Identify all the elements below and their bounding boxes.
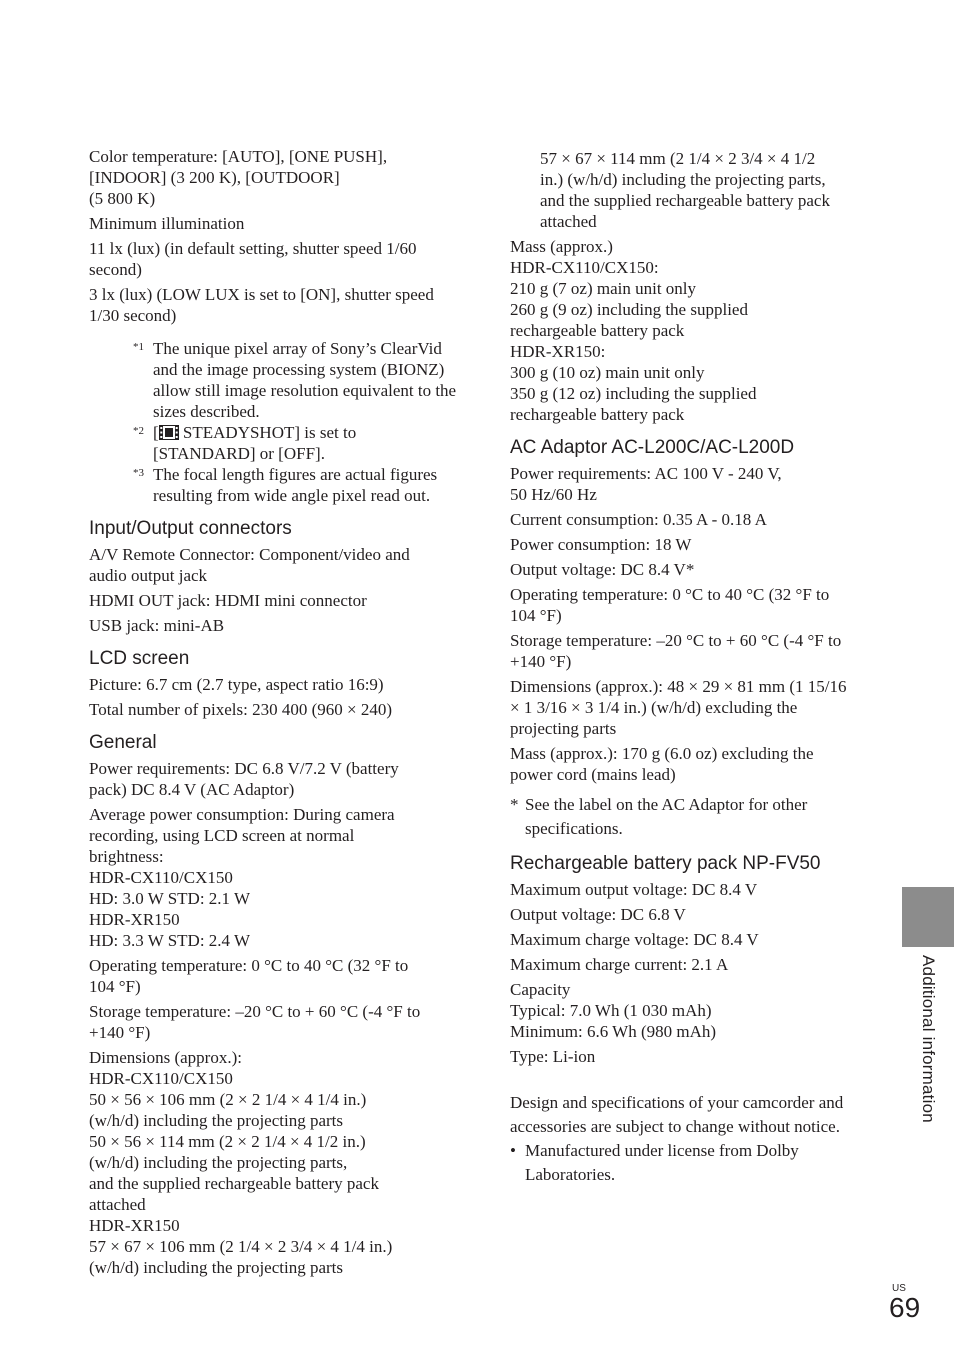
battery-capacity: Capacity Typical: 7.0 Wh (1 030 mAh) Minimum: 6.6 Wh (980 mAh) xyxy=(510,980,717,1041)
hdmi-jack: HDMI OUT jack: HDMI mini connector xyxy=(89,591,367,610)
ac-storage-temperature: Storage temperature: –20 °C to + 60 °C (-4 °F to +140 °F) xyxy=(510,631,842,671)
heading-general: General xyxy=(89,732,157,753)
ac-current: Current consumption: 0.35 A - 0.18 A xyxy=(510,510,767,529)
color-temperature: Color temperature: [AUTO], [ONE PUSH], [INDOOR] (3 200 K), [OUTDOOR] (5 800 K) xyxy=(89,147,388,208)
footnote-3: *3 The focal length figures are actual figures resulting from wide angle pixel read out. xyxy=(133,465,438,505)
dolby-bullet: • Manufactured under license from Dolby Laboratories. xyxy=(510,1141,799,1184)
battery-type: Type: Li-ion xyxy=(510,1047,596,1066)
ac-power-consumption: Power consumption: 18 W xyxy=(510,535,692,554)
ac-dimensions: Dimensions (approx.): 48 × 29 × 81 mm (1 15/16 × 1 3/16 × 3 1/4 in.) (w/h/d) excluding the projecting parts xyxy=(510,677,847,738)
dimensions-continued: 57 × 67 × 114 mm (2 1/4 × 2 3/4 × 4 1/2 in.) (w/h/d) including the projecting parts, and the supplied rechargeable battery pack attached xyxy=(540,149,830,231)
usb-jack: USB jack: mini-AB xyxy=(89,616,225,635)
right-column xyxy=(510,148,878,1187)
battery-max-charge-current: Maximum charge current: 2.1 A xyxy=(510,955,729,974)
ac-output-voltage: Output voltage: DC 8.4 V* xyxy=(510,560,695,579)
lux-3: 3 lx (lux) (LOW LUX is set to [ON], shutter speed 1/30 second) xyxy=(89,285,434,325)
ac-power-requirements: Power requirements: AC 100 V - 240 V, 50 Hz/60 Hz xyxy=(510,464,782,504)
region-code: US xyxy=(892,1283,906,1294)
battery-max-output: Maximum output voltage: DC 8.4 V xyxy=(510,880,758,899)
power-requirements: Power requirements: DC 6.8 V/7.2 V (battery pack) DC 8.4 V (AC Adaptor) xyxy=(89,759,399,799)
heading-battery: Rechargeable battery pack NP-FV50 xyxy=(510,853,821,874)
lux-11: 11 lx (lux) (in default setting, shutter speed 1/60 second) xyxy=(89,239,417,279)
min-illumination: Minimum illumination xyxy=(89,214,245,233)
heading-ac-adaptor: AC Adaptor AC-L200C/AC-L200D xyxy=(510,437,795,458)
ac-operating-temperature: Operating temperature: 0 °C to 40 °C (32 °F to 104 °F) xyxy=(510,585,830,625)
av-remote-connector: A/V Remote Connector: Component/video and audio output jack xyxy=(89,545,410,585)
operating-temperature: Operating temperature: 0 °C to 40 °C (32 °F to 104 °F) xyxy=(89,956,409,996)
design-notice: Design and specifications of your camcorder and accessories are subject to change without notice. xyxy=(510,1093,844,1136)
lcd-picture: Picture: 6.7 cm (2.7 type, aspect ratio 16:9) xyxy=(89,675,384,694)
page-number: 69 xyxy=(889,1292,921,1323)
average-power: Average power consumption: During camera recording, using LCD screen at normal brightness: HDR-CX110/CX150 HD: 3.0 W STD: 2.1 W HDR-XR150 HD: 3.3 W STD: 2.4 W xyxy=(89,805,395,950)
footnote-2: *2 [ STEADYSHOT] is set to [STANDARD] or [OFF]. xyxy=(133,423,357,463)
footnote-1: *1 The unique pixel array of Sony’s ClearVid and the image processing system (BIONZ) allow still image resolution equivalent to the sizes described. xyxy=(133,339,457,421)
movie-mode-icon xyxy=(159,424,179,439)
section-tab-marker xyxy=(902,887,954,947)
side-tab-label: Additional information xyxy=(919,955,938,1123)
ac-mass: Mass (approx.): 170 g (6.0 oz) excluding the power cord (mains lead) xyxy=(510,744,814,784)
battery-max-charge-voltage: Maximum charge voltage: DC 8.4 V xyxy=(510,930,759,949)
heading-lcd: LCD screen xyxy=(89,648,190,669)
mass: Mass (approx.) HDR-CX110/CX150: 210 g (7 oz) main unit only 260 g (9 oz) including the supplied rechargeable battery pack HDR-XR150: 300 g (10 oz) main unit only 350 g (12 oz) including the supplied rechargeable battery pack xyxy=(510,237,757,424)
heading-io-connectors: Input/Output connectors xyxy=(89,518,292,539)
battery-output: Output voltage: DC 6.8 V xyxy=(510,905,686,924)
lcd-pixels: Total number of pixels: 230 400 (960 × 240) xyxy=(89,700,393,719)
dimensions: Dimensions (approx.): HDR-CX110/CX150 50 × 56 × 106 mm (2 × 2 1/4 × 4 1/4 in.) (w/h/d) including the projecting parts 50 × 56 × 114 mm (2 × 2 1/4 × 4 1/2 in.) (w/h/d) including the projecting parts, and the supplied rechargeable battery pack attached HDR-XR150 57 × 67 × 106 mm (2 1/4 × 2 3/4 × 4 1/4 in.) (w/h/d) including the projecting parts xyxy=(89,1048,393,1277)
ac-note: * See the label on the AC Adaptor for other specifications. xyxy=(510,795,808,838)
left-column xyxy=(89,146,461,1282)
storage-temperature: Storage temperature: –20 °C to + 60 °C (-4 °F to +140 °F) xyxy=(89,1002,421,1042)
